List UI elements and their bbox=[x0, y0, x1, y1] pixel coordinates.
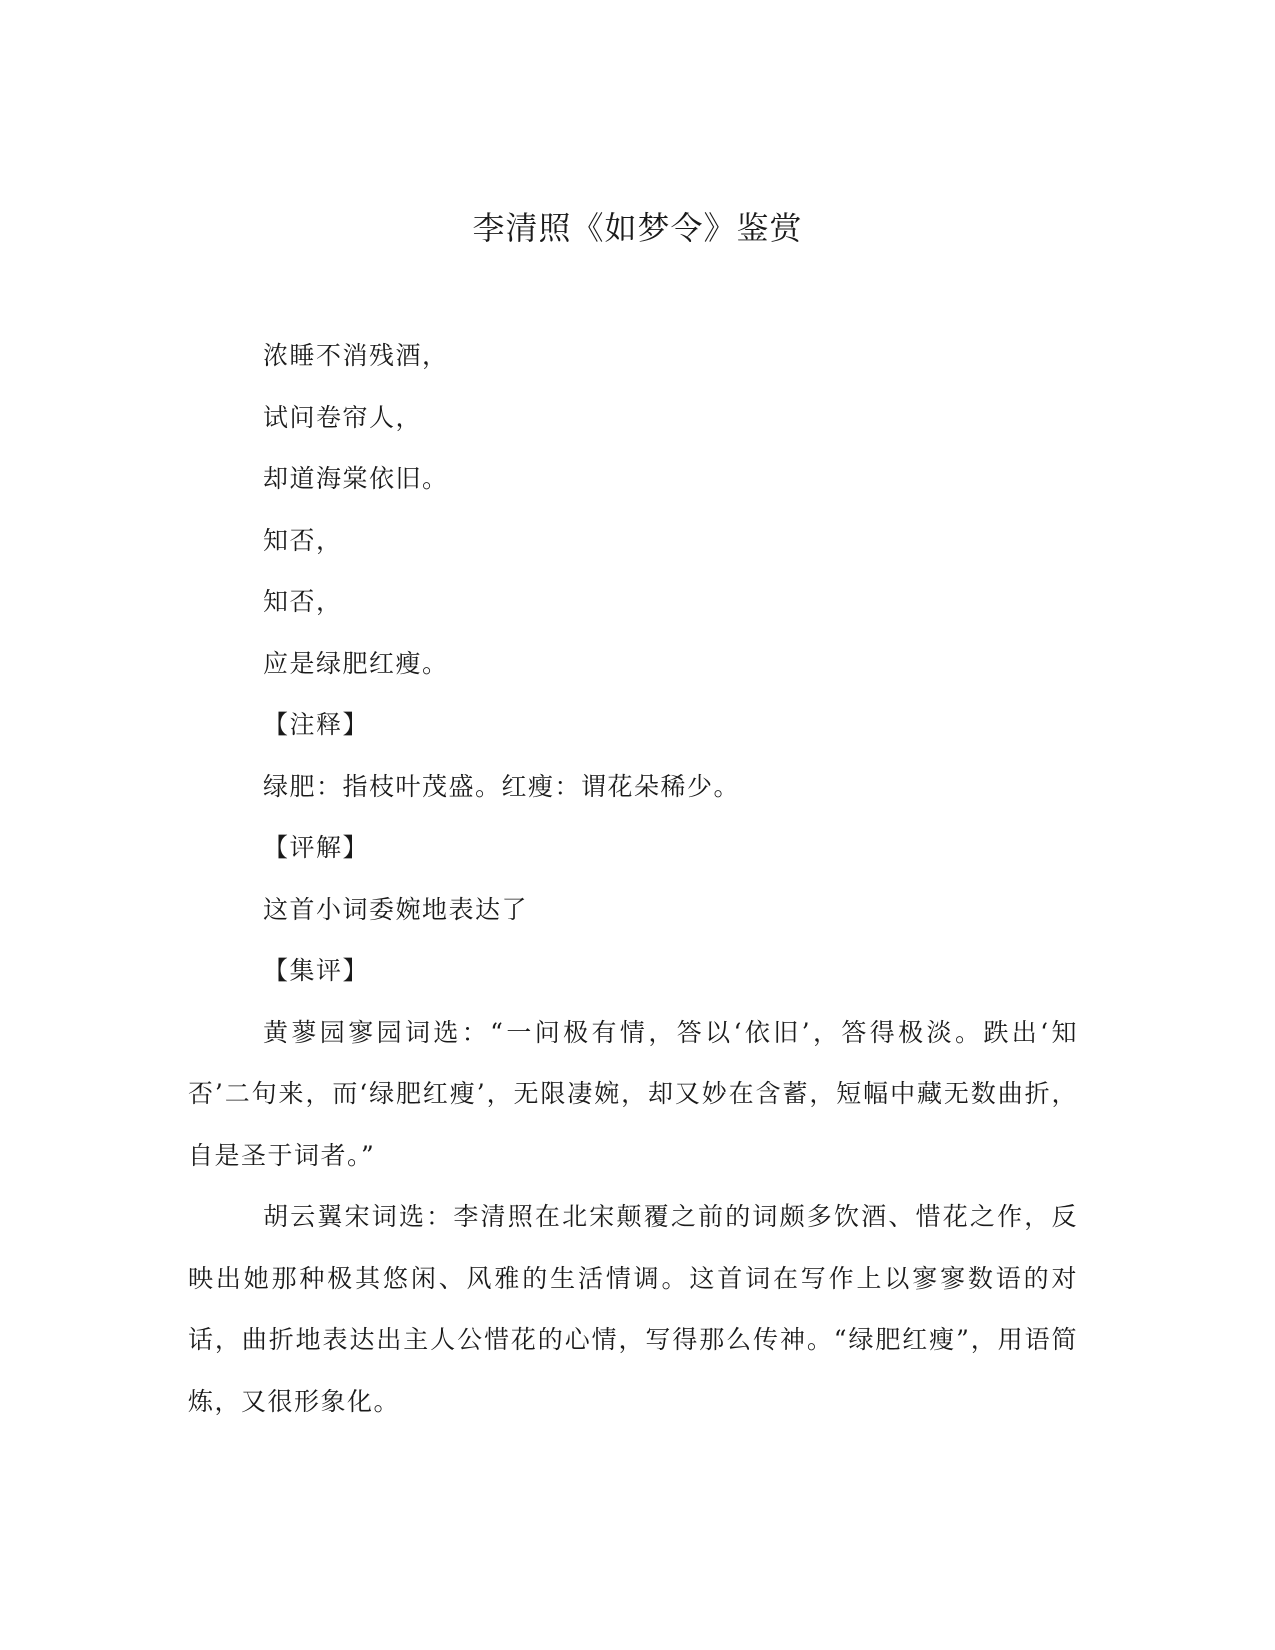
analysis-text: 这首小词委婉地表达了 bbox=[263, 894, 529, 924]
poem-line: 知否， bbox=[263, 525, 343, 555]
poem-line: 却道海棠依旧。 bbox=[263, 464, 449, 493]
notes-text: 绿肥：指枝叶茂盛。红瘦：谓花朵稀少。 bbox=[263, 771, 741, 801]
commentary-paragraph: 胡云翼宋词选：李清照在北宋颠覆之前的词颇多饮酒、惜花之作，反映出她那种极其悠闲、风雅的生活情调。这首词在写作上以寥寥数语的对话，曲折地表达出主人公惜花的心情，写得那么传神。“绿肥红瘦”，用语简炼，又很形象化。 bbox=[188, 1202, 1078, 1416]
collected-heading: 【集评】 bbox=[263, 956, 370, 985]
analysis-heading: 【评解】 bbox=[263, 833, 370, 862]
notes-heading: 【注释】 bbox=[263, 710, 370, 739]
commentary-paragraph: 黄蓼园寥园词选：“一问极有情，答以‘依旧’，答得极淡。跌出‘知否’二句来，而‘绿肥红瘦’，无限凄婉，却又妙在含蓄，短幅中藏无数曲折，自是圣于词者。” bbox=[188, 1017, 1078, 1170]
poem-line: 应是绿肥红瘦。 bbox=[263, 648, 449, 678]
poem-line: 知否， bbox=[263, 587, 343, 616]
page-title: 李清照《如梦令》鉴赏 bbox=[472, 209, 803, 247]
poem-line: 浓睡不消残酒， bbox=[263, 341, 449, 370]
poem-line: 试问卷帘人， bbox=[263, 402, 423, 432]
document-body bbox=[188, 325, 1078, 1432]
